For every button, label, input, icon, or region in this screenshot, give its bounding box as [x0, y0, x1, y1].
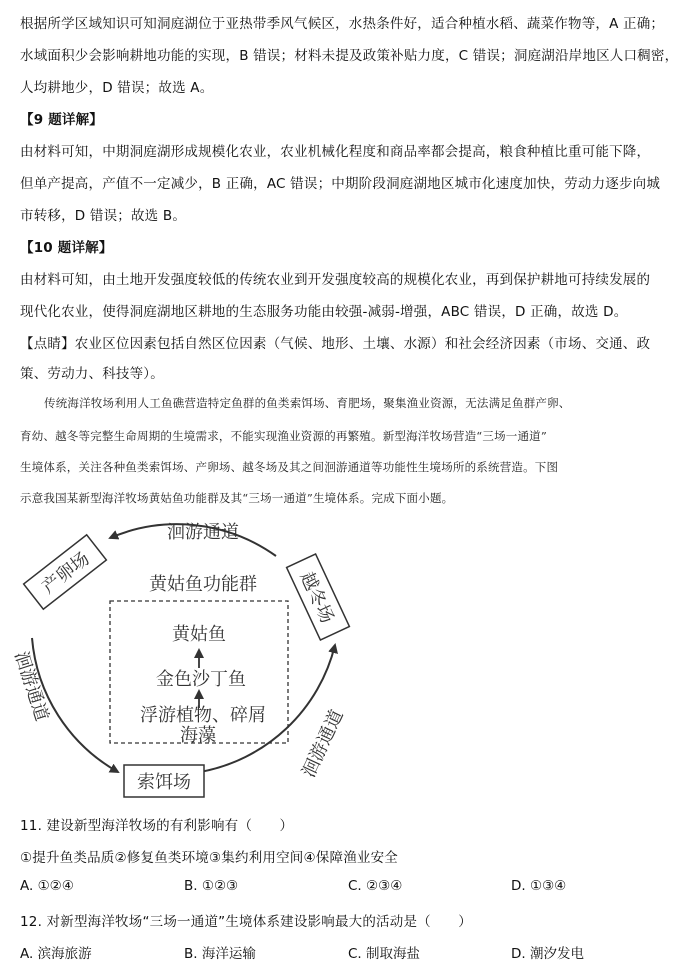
level1-label: 黄姑鱼 [172, 624, 226, 645]
q11-option-b[interactable]: B. ①②③ [184, 878, 239, 894]
answer-text-line: 现代化农业，使得洞庭湖地区耕地的生态服务功能由较强-减弱-增强，ABC 错误，D 正确，故选 D。 [20, 304, 628, 320]
group-title: 黄姑鱼功能群 [149, 574, 257, 595]
passage-line: 传统海洋牧场利用人工鱼礁营造特定鱼群的鱼类索饵场、育肥场，聚集渔业资源，无法满足鱼群产卵、 [44, 396, 571, 410]
q12-option-c[interactable]: C. 制取海盐 [348, 946, 421, 962]
question-12: 12. 对新型海洋牧场“三场一通道”生境体系建设影响最大的活动是（ ） [20, 914, 472, 930]
answer-text-line: 水域面积少会影响耕地功能的实现，B 错误；材料未提及政策补贴力度，C 错误；洞庭湖沿岸地区人口稠密， [20, 48, 679, 64]
passage-line: 生境体系，关注各种鱼类索饵场、产卵场、越冬场及其之间洄游通道等功能性生境场所的系统营造。下图 [20, 460, 559, 474]
level3-label-seaweed: 海藻 [180, 725, 216, 746]
passage-line: 育幼、越冬等完整生命周期的生境需求，不能实现渔业资源的再繁殖。新型海洋牧场营造“三场一通道” [20, 429, 547, 443]
answer-text-line: 人均耕地少，D 错误；故选 A。 [20, 80, 214, 96]
passage-line: 示意我国某新型海洋牧场黄姑鱼功能群及其“三场一通道”生境体系。完成下面小题。 [20, 491, 454, 505]
section-heading-q9: 【9 题详解】 [20, 112, 103, 128]
section-heading-q10: 【10 题详解】 [20, 240, 113, 256]
q11-option-a[interactable]: A. ①②④ [20, 878, 74, 894]
spawning-ground-box [24, 535, 107, 609]
right-channel-label: 洄游通道 [298, 706, 348, 781]
habitat-system-diagram [0, 510, 692, 810]
answer-text-line: 根据所学区域知识可知洞庭湖位于亚热带季风气候区，水热条件好，适合种植水稻、蔬菜作物等，A 正确； [20, 16, 665, 32]
q12-option-b[interactable]: B. 海洋运输 [184, 946, 256, 962]
tip-text-line: 策、劳动力、科技等）。 [20, 366, 164, 382]
q11-option-d[interactable]: D. ①③④ [511, 878, 567, 894]
wintering-ground-label: 越冬场 [295, 568, 338, 627]
answer-text-line: 但单产提高，产值不一定减少，B 正确，AC 错误；中期阶段洞庭湖地区城市化速度加快，劳动力逐步向城 [20, 176, 661, 192]
level3-label: 浮游植物、碎屑 [140, 705, 266, 726]
level2-label: 金色沙丁鱼 [156, 669, 246, 690]
answer-text-line: 由材料可知，由土地开发强度较低的传统农业到开发强度较高的规模化农业，再到保护耕地可持续发展的 [20, 272, 651, 288]
q12-option-a[interactable]: A. 滨海旅游 [20, 946, 92, 962]
q11-option-c[interactable]: C. ②③④ [348, 878, 403, 894]
feeding-ground-label: 索饵场 [137, 772, 191, 793]
wintering-ground-box [287, 554, 350, 640]
left-channel-label: 洄游通道 [10, 648, 53, 724]
question-11: 11. 建设新型海洋牧场的有利影响有（ ） [20, 818, 294, 834]
question-11-items: ①提升鱼类品质②修复鱼类环境③集约利用空间④保障渔业安全 [20, 850, 399, 866]
top-channel-label: 洄游通道 [167, 522, 239, 543]
feeding-ground-box [124, 765, 204, 797]
answer-text-line: 由材料可知，中期洞庭湖形成规模化农业，农业机械化程度和商品率都会提高，粮食种植比重可能下降， [20, 144, 651, 160]
answer-text-line: 市转移，D 错误；故选 B。 [20, 208, 187, 224]
tip-text-line: 【点睛】农业区位因素包括自然区位因素（气候、地形、土壤、水源）和社会经济因素（市场、交通、政 [20, 336, 651, 352]
spawning-ground-label: 产卵场 [38, 548, 94, 599]
q12-option-d[interactable]: D. 潮汐发电 [511, 946, 584, 962]
